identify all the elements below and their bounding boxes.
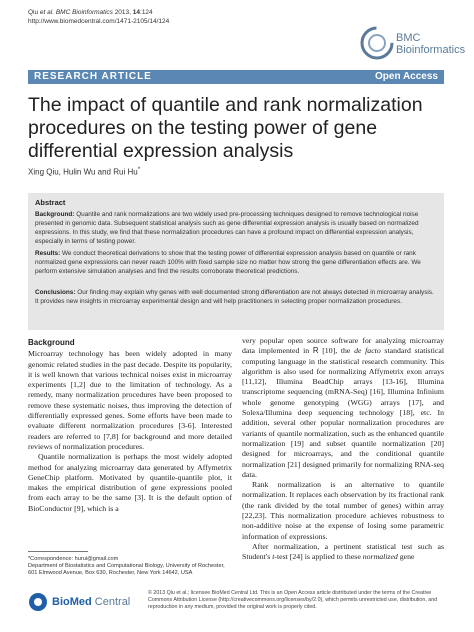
citation-article: :124 [140,9,153,16]
abstract-background-label: Background: [35,211,75,218]
citation-journal: et al. BMC Bioinformatics [39,9,113,16]
journal-logo [360,22,466,66]
body-text-italic: t [272,552,275,562]
abstract-heading: Abstract [35,198,66,207]
body-column-right [242,336,444,563]
author-list [28,166,140,177]
corresponding-mark: * [137,166,141,173]
abstract-background [35,211,439,247]
citation-url[interactable]: http://www.biomedcentral.com/1471-2105/14/124 [28,18,170,25]
abstract-conclusions [35,289,439,307]
abstract-results-text: We conduct theoretical derivations to show that the testing power of differential expression analysis based on quantile or rank normalized gene expressions can never reach 100% with fixed sample size no matter how strong the gene differentiation effects are. We perform extensive simulation analyses and find the results corroborate theoretical predictions. [35,250,421,275]
body-text: very popular open source software for analyzing microarray data implemented in [242,336,444,356]
journal-logo-line2: Bioinformatics [396,44,466,56]
body-text: gene [397,552,415,562]
article-title: The impact of quantile and rank normalization procedures on the testing power of gene differential expression analysis [28,94,423,162]
article-type-label: RESEARCH ARTICLE [34,71,152,82]
publisher-name-bold: BioMed [52,596,92,608]
license-text: © 2013 Qiu et al.; licensee BioMed Central Ltd. This is an Open Access article distributed under the terms of the Creative Commons Attribution License (http://creativecommons.org/licenses/by/2.0), which permits unrestricted use, distribution, and reproduction in any medium, provided the original work is properly cited. [148,590,438,610]
footnote-divider [28,551,88,552]
body-paragraph [242,336,444,480]
body-text: After normalization, a pertinent statistical test such as Student's [242,541,444,562]
citation-year: 2013, [112,9,133,16]
abstract-background-text: Quantile and rank normalizations are two widely used pre-processing techniques designed to remove technological noise presented in genomic data. Subsequent statistical analysis such as gene differential expression analysis is usually based on normalized expressions. In this study, we find that these normalization procedures can have a profound impact on differential expression analysis, especially in terms of testing power. [35,211,419,245]
body-text-italic: normalized [362,552,398,562]
body-paragraph [242,542,444,563]
publisher-name-light: Central [91,596,131,608]
citation-line-1 [28,8,169,17]
citation-author: Qiu [28,9,40,16]
citation-header [28,8,169,26]
article-banner [28,70,444,84]
affiliation-line: Department of Biostatistics and Computational Biology, University of Rochester, 601 Elmwood Avenue, Box 630, Rochester, New York 14642, USA [28,563,225,577]
body-text: -test [24] is applied to these [274,552,363,562]
body-text: standard statistical computing language in the statistical research community. This algorithm is also used for normalizing Affymetrix exon arrays [11,12], Illumina BeadChip arrays [13-16], Illumina transcriptome sequencing (mRNA-Seq) [16], Illumina Infinium whole genome genotyping (WGG) arrays [17], and Solexa/Illumina deep sequencing technology [18], etc. In addition, several other popular normalization procedures are variants of quantile normalization, such as the enhanced quantile normalization [19] and subset quantile normalization [20] designed for microarrays, and the conditional quantile normalization [21] designed primarily for normalizing RNA-seq data. [242,346,444,479]
abstract-results [35,250,439,277]
open-access-label: Open Access [375,71,438,82]
body-paragraph: Rank normalization is an alternative to quantile normalization. It replaces each observation by its fractional rank (the rank divided by the total number of genes) within array [22,23]. This normalization procedure achieves robustness to non-additive noise at the expense of losing some parametric information of expressions. [242,480,444,541]
abstract-conclusions-text: Our finding may explain why genes with well documented strong differentiation are not always detected in microarray analysis. It provides new insights in microarray experimental design and will help practitioners in selecting proper normalization procedures. [35,289,434,305]
abstract-conclusions-label: Conclusions: [35,289,76,296]
section-heading-background: Background [28,338,75,347]
abstract-box [28,193,444,330]
publisher-logo [28,592,138,614]
correspondence-line[interactable]: *Correspondence: hurui@gmail.com [28,556,119,562]
publisher-name [52,596,130,608]
r-symbol: R [312,346,319,356]
body-text: [10], the [318,346,355,356]
body-paragraph: Microarray technology has been widely adopted in many genomic related studies in the past decade. Despite its popularity, it is well known that various technical noises exist in microarray experiments [1,2] due to the limitation of technology. As a remedy, many normalization procedures have been proposed to remove these systematic noises, thus improving the detection of differentially expressed genes. Some efforts have been made to evaluate different normalization procedures [3-6]. Interested readers are referred to [7,8] for background and more detailed reviews of normalization procedures. [28,349,232,451]
body-column-left [28,338,232,514]
abstract-results-label: Results: [35,250,61,257]
body-paragraph: Quantile normalization is perhaps the most widely adopted method for analyzing microarray data generated by Affymetrix GeneChip platform. Motivated by quantile-quantile plot, it makes the empirical distribution of gene expressions pooled from each array to be the same [3]. It is the default option of BioConductor [9], which is a [28,452,232,513]
body-text-italic: de facto [354,346,381,356]
authors-text: Xing Qiu, Hulin Wu and Rui Hu [28,167,138,177]
footnote [28,556,233,578]
bmc-circle-icon [360,26,394,60]
biomed-central-icon [28,592,48,612]
citation-volume: 14 [132,9,141,16]
journal-logo-line1: BMC [396,32,421,44]
